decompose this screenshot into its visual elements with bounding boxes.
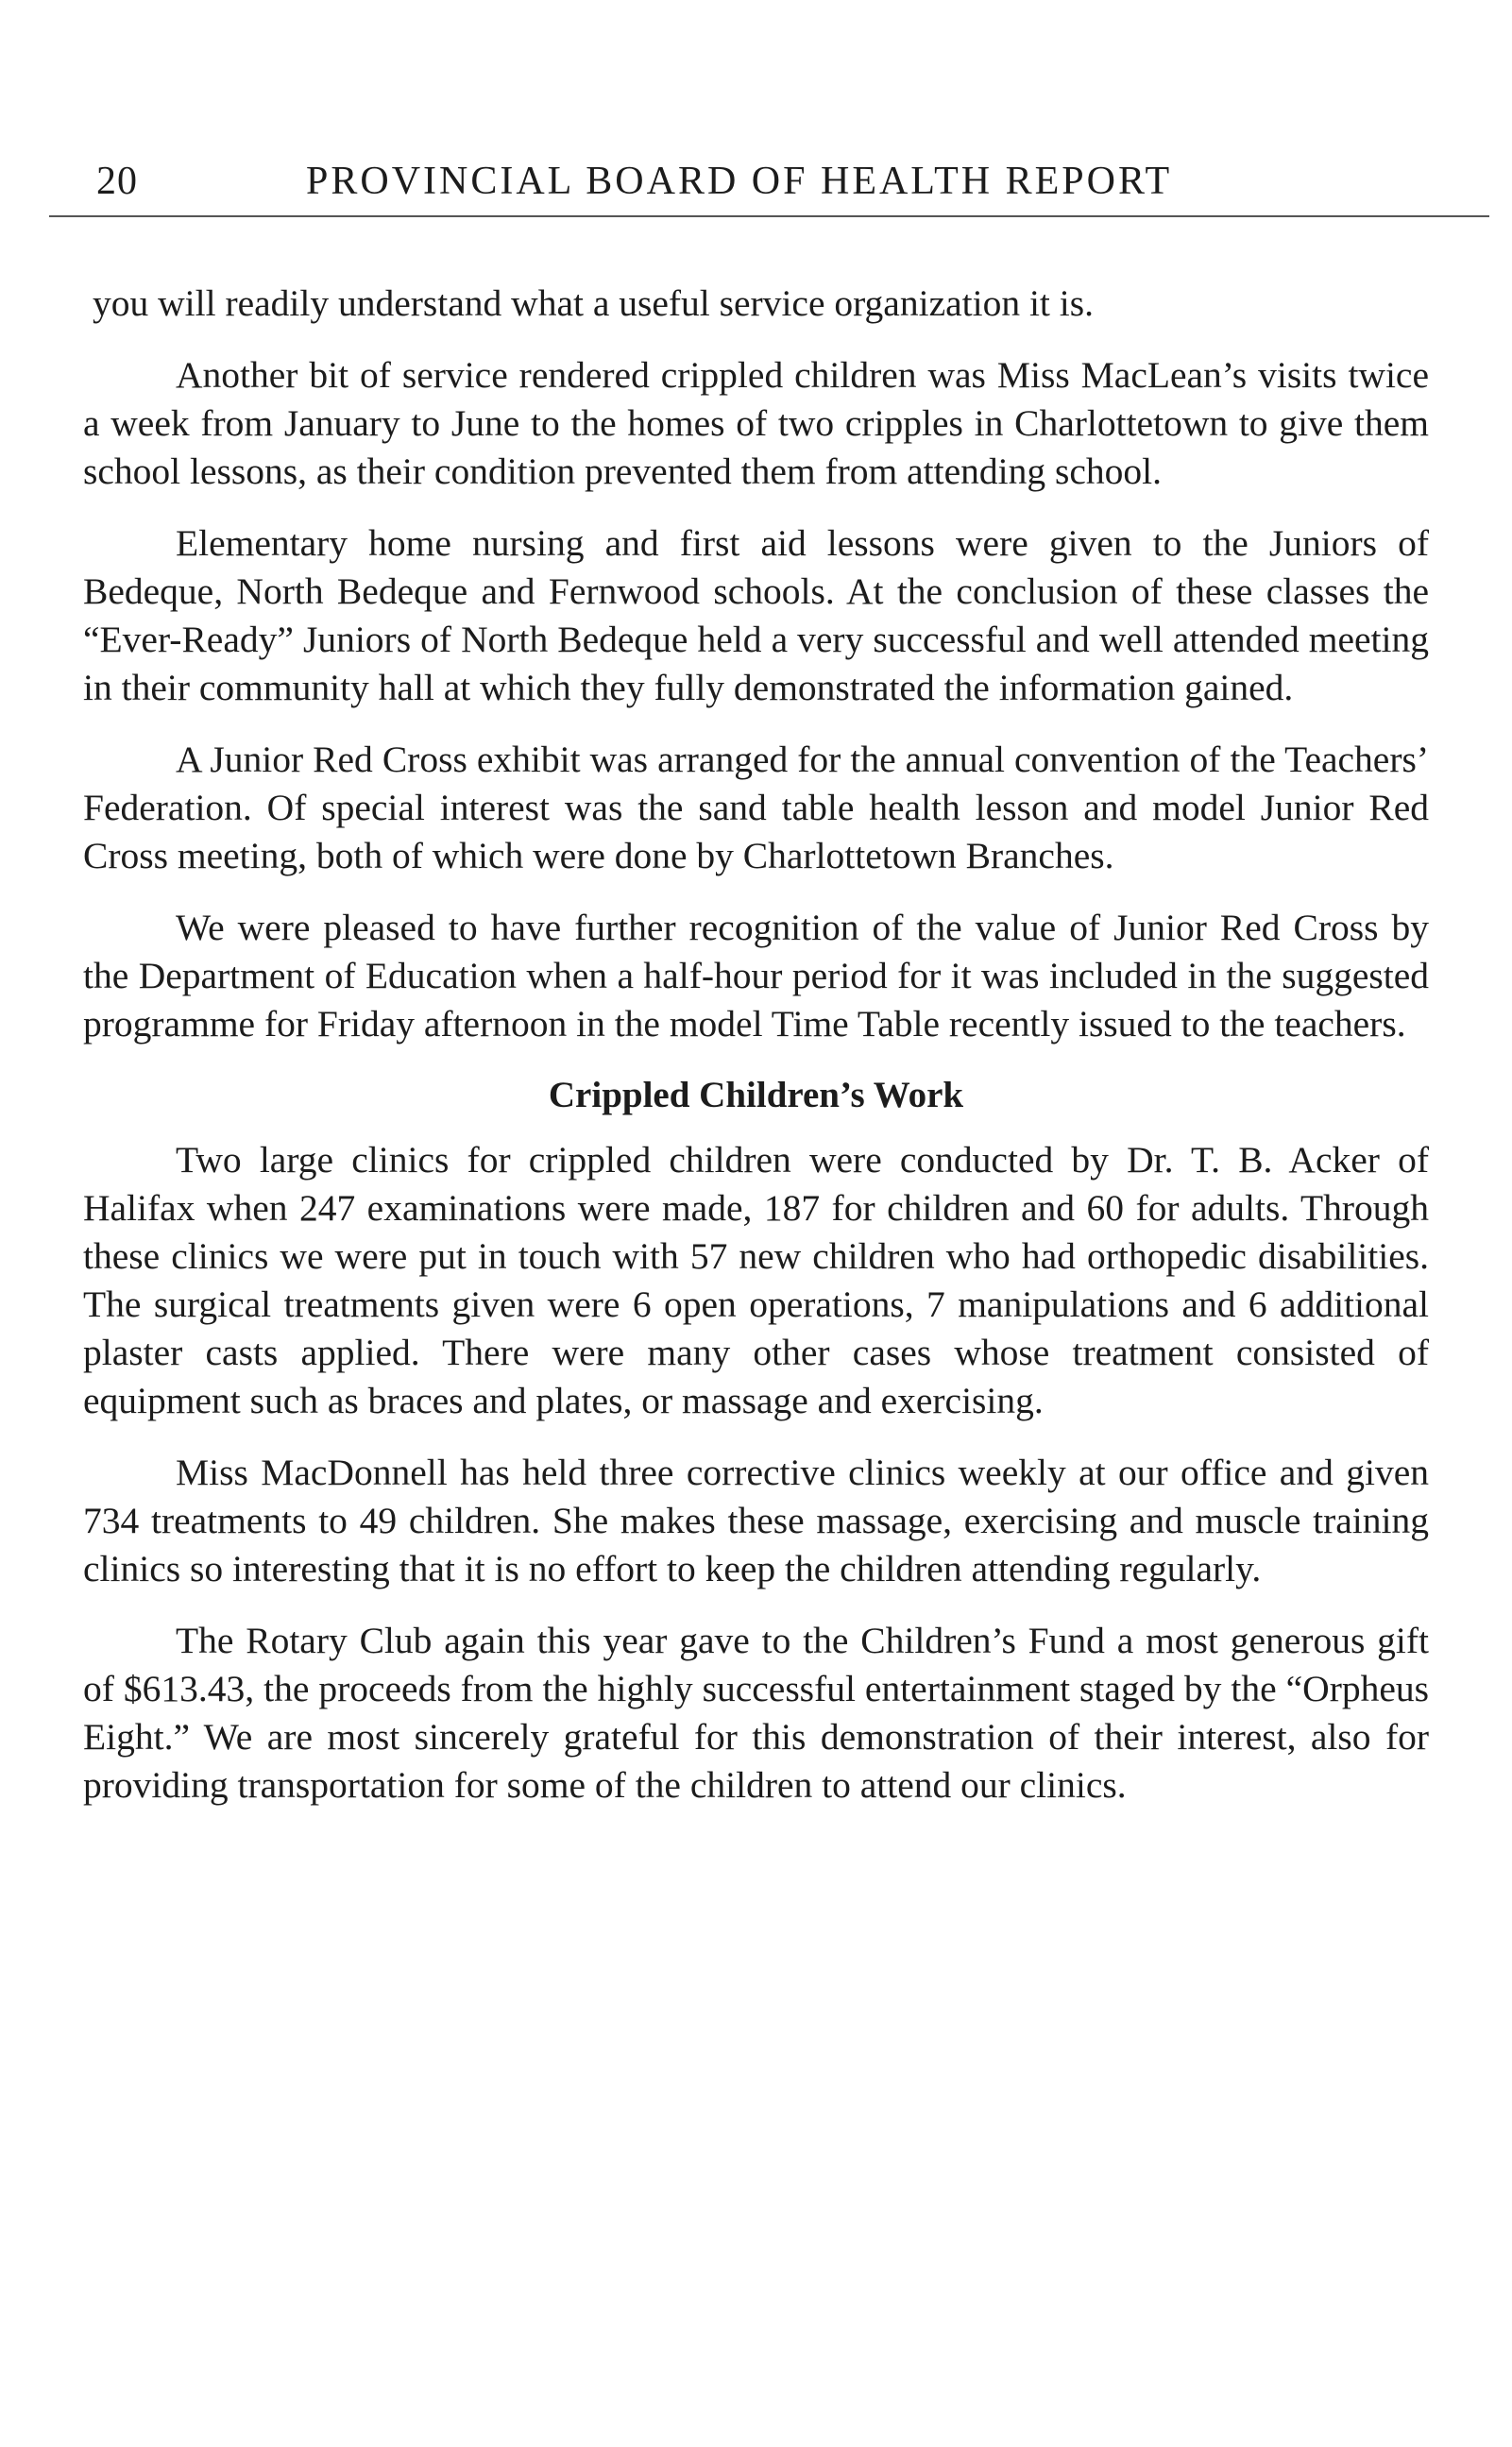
page-number: 20 bbox=[96, 160, 138, 203]
paragraph-home-nursing-lessons: Elementary home nursing and first aid lessons were given to the Juniors of Bedeque, North Bedeque and Fernwood schools. At the conclusion of these classes the “Ever-Ready” Juniors of North Bedeque held a very successful and well attended meeting in their community hall at which they fully demonstrated the information gained. bbox=[83, 522, 1429, 708]
section-heading: Crippled Children’s Work bbox=[548, 1075, 964, 1115]
paragraph-clinics: Two large clinics for crippled children were conducted by Dr. T. B. Acker of Halifax when 247 examinations were made, 187 for children and 60 for adults. Through these clinics we were put in touch with 57 new children who had orthopedic disabilities. The surgical treatments given were 6 open operations, 7 manipulations and 6 additional plaster casts applied. There were many other cases whose treatment consisted of equipment such as braces and plates, or massage and exercising. bbox=[83, 1139, 1429, 1421]
paragraph-department-recognition: We were pleased to have further recognition of the value of Junior Red Cross by the Department of Education when a half-hour period for it was included in the suggested programme for Friday afternoon in the model Time Table recently issued to the teachers. bbox=[83, 907, 1429, 1045]
paragraph-rotary-club: The Rotary Club again this year gave to the Children’s Fund a most generous gift of $613.43, the proceeds from the highly successful entertainment staged by the “Orpheus Eight.” We are most sincerely grateful for this demonstration of their interest, also for providing transportation for some of the children to attend our clinics. bbox=[83, 1620, 1429, 1806]
paragraph-continuation: you will readily understand what a useful service organization it is. bbox=[93, 282, 1095, 324]
body-text bbox=[83, 280, 1429, 1833]
running-title: PROVINCIAL BOARD OF HEALTH REPORT bbox=[306, 160, 1173, 203]
paragraph-corrective-clinics: Miss MacDonnell has held three corrective clinics weekly at our office and given 734 treatments to 49 children. She makes these massage, exercising and muscle training clinics so interesting that it is no effort to keep the children attending regularly. bbox=[83, 1452, 1429, 1589]
running-header bbox=[49, 159, 1489, 217]
paragraph-red-cross-exhibit: A Junior Red Cross exhibit was arranged for the annual convention of the Teachers’ Federation. Of special interest was the sand table health lesson and model Junior Red Cross meeting, both of which were done by Charlottetown Branches. bbox=[83, 739, 1429, 876]
paragraph-miss-maclean-visits: Another bit of service rendered crippled children was Miss MacLean’s visits twice a week from January to June to the homes of two cripples in Charlottetown to give them school lessons, as their condition prevented them from attending school. bbox=[83, 354, 1429, 492]
